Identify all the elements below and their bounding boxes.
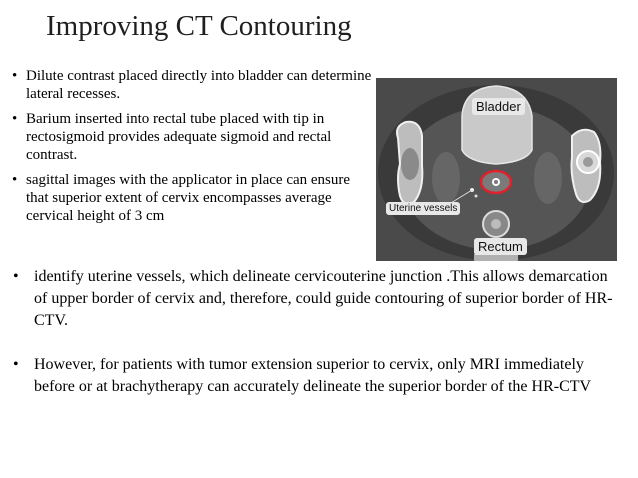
bullet-mri-brachytherapy: • However, for patients with tumor extension superior to cervix, only MRI immediately before or at brachytherapy can accurately delineate the superior border of the HR-CTV	[10, 354, 620, 398]
ct-scan-image	[376, 78, 617, 261]
slide-title: Improving CT Contouring	[46, 10, 352, 42]
bullet-bladder-contrast: • Dilute contrast placed directly into bladder can determine lateral recesses.	[10, 67, 372, 103]
top-bullet-list	[10, 67, 372, 232]
bullet-barium-rectal-tube: • Barium inserted into rectal tube placed with tip in rectosigmoid provides adequate sigmoid and rectal contrast.	[10, 110, 372, 164]
label-uterine-vessels: Uterine vessels	[386, 202, 460, 215]
label-rectum: Rectum	[474, 238, 527, 255]
bottom-bullet-list	[10, 266, 620, 420]
label-bladder: Bladder	[472, 98, 525, 115]
bullet-sagittal-images: • sagittal images with the applicator in place can ensure that superior extent of cervix encompasses average cervical height of 3 cm	[10, 171, 372, 225]
bullet-uterine-vessels: • identify uterine vessels, which delineate cervicouterine junction .This allows demarcation of upper border of cervix and, therefore, could guide contouring of superior border of HR-CTV.	[10, 266, 620, 332]
